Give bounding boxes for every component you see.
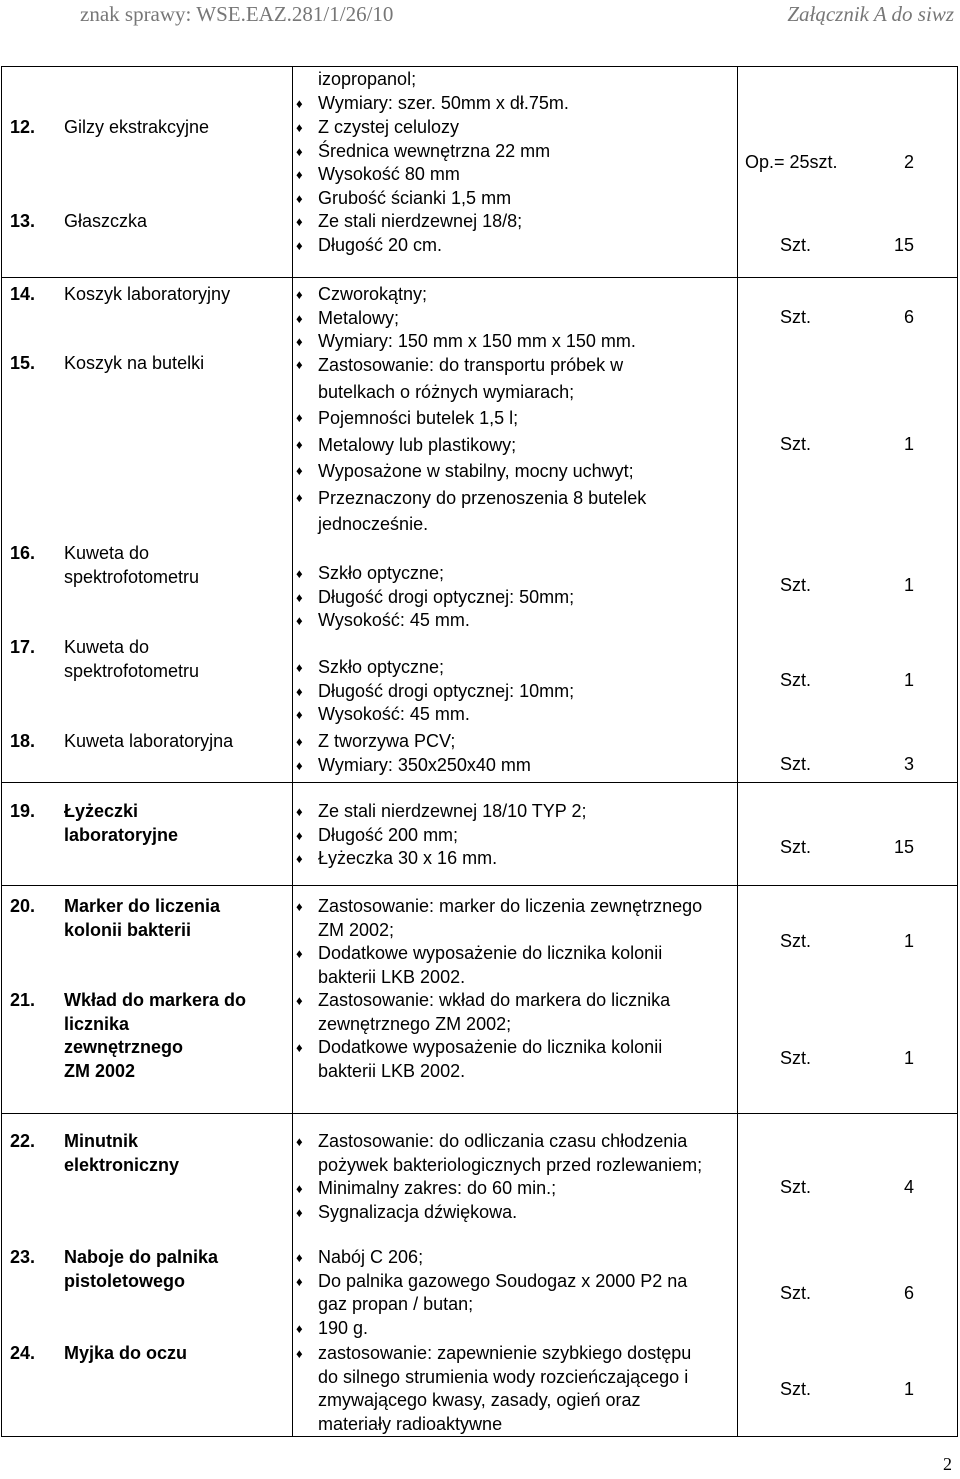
item-name-line: Marker do liczenia [64,896,221,916]
bullet-item: ♦ Wymiary: 350x250x40 mm [296,754,531,778]
item-description [296,1246,687,1340]
item-name [64,989,246,1083]
item-name-line: Wkład do markera do [64,990,247,1010]
item-quantity: 1 [903,931,914,951]
item-description [296,68,569,115]
item-name-line: kolonii bakterii [64,919,192,940]
bullet-item: ♦ Zastosowanie: do odliczania czasu chłodzenia [296,1130,702,1154]
item-unit: Szt. [780,1379,812,1399]
item-name [64,1342,187,1366]
item-number: 22. [10,1131,36,1151]
item-unit: Szt. [780,837,812,857]
item-name [64,1130,179,1177]
bullet-item: ♦ Ze stali nierdzewnej 18/8; [296,210,522,234]
item-quantity: 1 [903,575,914,595]
item-quantity: 1 [903,434,914,454]
table-border-top [1,66,958,67]
bullet-item: ♦ Minimalny zakres: do 60 min.; [296,1177,702,1201]
bullet-item: ♦ Wyposażone w stabilny, mocny uchwyt; [296,458,646,485]
item-name [64,800,178,847]
item-name-line: Łyżeczki [64,801,139,821]
item-description [296,116,550,210]
item-unit: Szt. [780,235,812,255]
bullet-item: ♦ Dodatkowe wyposażenie do licznika kolonii [296,942,702,966]
item-name [64,730,233,754]
item-name [64,1246,218,1293]
item-unit: Szt. [780,1177,812,1197]
bullet-item: ♦ Pojemności butelek 1,5 l; [296,405,646,432]
item-description [296,1130,702,1224]
item-number: 19. [10,801,36,821]
item-quantity: 3 [903,754,914,774]
item-unit: Op.= 25szt. [745,152,838,172]
column-divider-2 [737,66,738,1437]
item-quantity: 1 [903,1048,914,1068]
bullet-item: ♦ Wysokość 80 mm [296,163,550,187]
bullet-item: ♦ Wysokość: 45 mm. [296,703,574,727]
item-quantity: 4 [903,1177,914,1197]
item-description [296,352,646,538]
item-name-line: laboratoryjne [64,824,179,845]
item-name-line: ZM 2002 [64,1060,136,1081]
item-description [296,562,574,633]
item-quantity: 15 [893,235,914,255]
item-unit: Szt. [780,434,812,454]
item-name [64,283,230,307]
item-unit: Szt. [780,670,812,690]
item-quantity: 1 [903,1379,914,1399]
item-description [296,656,574,727]
item-description [296,283,636,354]
item-name-line: Minutnik [64,1131,138,1151]
header-attachment: Załącznik A do siwz [787,2,954,26]
item-number: 13. [10,211,36,231]
table-border-right [957,66,958,1437]
description-line: izopropanol; [318,69,417,89]
bullet-item: ♦ Grubość ścianki 1,5 mm [296,187,550,211]
item-number: 20. [10,896,36,916]
bullet-item: ♦ Długość drogi optycznej: 10mm; [296,680,574,704]
bullet-item: ♦ Zastosowanie: do transportu próbek w [296,352,646,379]
bullet-item: ♦ Szkło optyczne; [296,656,574,680]
item-name-line: Głaszczka [64,211,148,231]
item-name-line: Kuweta do [64,543,150,563]
bullet-item: ♦ Wymiary: szer. 50mm x dł.75m. [296,92,569,116]
bullet-item: ♦ Przeznaczony do przenoszenia 8 butelek [296,485,646,512]
description-line: pożywek bakteriologicznych przed rozlewaniem; [318,1154,703,1175]
item-name-line: Myjka do oczu [64,1343,188,1363]
row-separator [1,782,958,783]
item-description [296,730,531,777]
item-number: 12. [10,117,36,137]
bullet-item: ♦ Długość 20 cm. [296,234,522,258]
description-line: jednocześnie. [318,514,429,534]
header-case-number: znak sprawy: WSE.EAZ.281/1/26/10 [80,2,394,26]
item-description [296,210,522,257]
item-name-line: spektrofotometru [64,660,200,681]
description-line: butelkach o różnych wymiarach; [318,381,575,402]
item-unit: Szt. [780,575,812,595]
item-description [296,800,587,871]
bullet-item: ♦ Zastosowanie: wkład do markera do licznika [296,989,670,1013]
description-line: zmywającego kwasy, zasady, ogień oraz [318,1390,641,1410]
bullet-item: ♦ zastosowanie: zapewnienie szybkiego dostępu [296,1342,691,1366]
bullet-item: ♦ 190 g. [296,1317,687,1341]
item-unit: Szt. [780,1048,812,1068]
bullet-item: ♦ Wymiary: 150 mm x 150 mm x 150 mm. [296,330,636,354]
item-name [64,116,209,140]
item-quantity: 2 [903,152,914,172]
item-name-line: pistoletowego [64,1270,185,1291]
column-divider-1 [292,66,293,1437]
bullet-item: ♦ Do palnika gazowego Soudogaz x 2000 P2 na [296,1270,687,1294]
row-separator [1,277,958,278]
item-description [296,895,702,989]
item-name-line: Koszyk laboratoryjny [64,284,231,304]
bullet-item: ♦ Zastosowanie: marker do liczenia zewnętrznego [296,895,702,919]
item-number: 21. [10,990,36,1010]
item-name-line: Kuweta laboratoryjna [64,731,234,751]
description-line: materiały radioaktywne [318,1413,503,1434]
bullet-item: ♦ Z tworzywa PCV; [296,730,531,754]
item-description [296,1342,691,1436]
bullet-item: ♦ Wysokość: 45 mm. [296,609,574,633]
bullet-item: ♦ Czworokątny; [296,283,636,307]
item-unit: Szt. [780,754,812,774]
item-description [296,989,670,1083]
item-name-line: Koszyk na butelki [64,353,205,373]
item-number: 14. [10,284,36,304]
row-separator [1,1113,958,1114]
bullet-item: ♦ Szkło optyczne; [296,562,574,586]
table-border-left [1,66,2,1437]
item-name [64,542,199,589]
bullet-item: ♦ Łyżeczka 30 x 16 mm. [296,847,587,871]
item-number: 23. [10,1247,36,1267]
item-name [64,352,204,376]
bullet-item: ♦ Długość drogi optycznej: 50mm; [296,586,574,610]
item-name [64,210,147,234]
item-quantity: 15 [893,837,914,857]
description-line: bakterii LKB 2002. [318,1060,466,1081]
table-border-bottom [1,1436,958,1437]
item-name-line: zewnętrznego [64,1037,184,1057]
bullet-item: ♦ Średnica wewnętrzna 22 mm [296,140,550,164]
item-unit: Szt. [780,931,812,951]
item-quantity: 6 [903,1283,914,1303]
page-number: 2 [943,1454,952,1474]
bullet-item: ♦ Z czystej celulozy [296,116,550,140]
item-name-line: licznika [64,1013,130,1034]
item-name-line: Naboje do palnika [64,1247,219,1267]
item-quantity: 6 [903,307,914,327]
item-name [64,636,199,683]
item-name [64,895,220,942]
item-number: 17. [10,637,36,657]
bullet-item: ♦ Sygnalizacja dźwiękowa. [296,1201,702,1225]
item-unit: Szt. [780,1283,812,1303]
item-name-line: elektroniczny [64,1154,180,1175]
item-unit: Szt. [780,307,812,327]
item-number: 24. [10,1343,36,1363]
bullet-item: ♦ Ze stali nierdzewnej 18/10 TYP 2; [296,800,587,824]
item-quantity: 1 [903,670,914,690]
bullet-item: ♦ Metalowy lub plastikowy; [296,432,646,459]
row-separator [1,885,958,886]
item-number: 18. [10,731,36,751]
item-number: 15. [10,353,36,373]
bullet-item: ♦ Metalowy; [296,307,636,331]
description-line: ZM 2002; [318,919,395,940]
description-line: zewnętrznego ZM 2002; [318,1013,512,1034]
item-number: 16. [10,543,36,563]
bullet-item: ♦ Dodatkowe wyposażenie do licznika kolonii [296,1036,670,1060]
item-name-line: spektrofotometru [64,566,200,587]
description-line: gaz propan / butan; [318,1294,474,1314]
bullet-item: ♦ Długość 200 mm; [296,824,587,848]
bullet-item: ♦ Nabój C 206; [296,1246,687,1270]
description-line: do silnego strumienia wody rozcieńczającego i [318,1366,689,1387]
description-line: bakterii LKB 2002. [318,966,466,987]
item-name-line: Gilzy ekstrakcyjne [64,117,210,137]
item-name-line: Kuweta do [64,637,150,657]
